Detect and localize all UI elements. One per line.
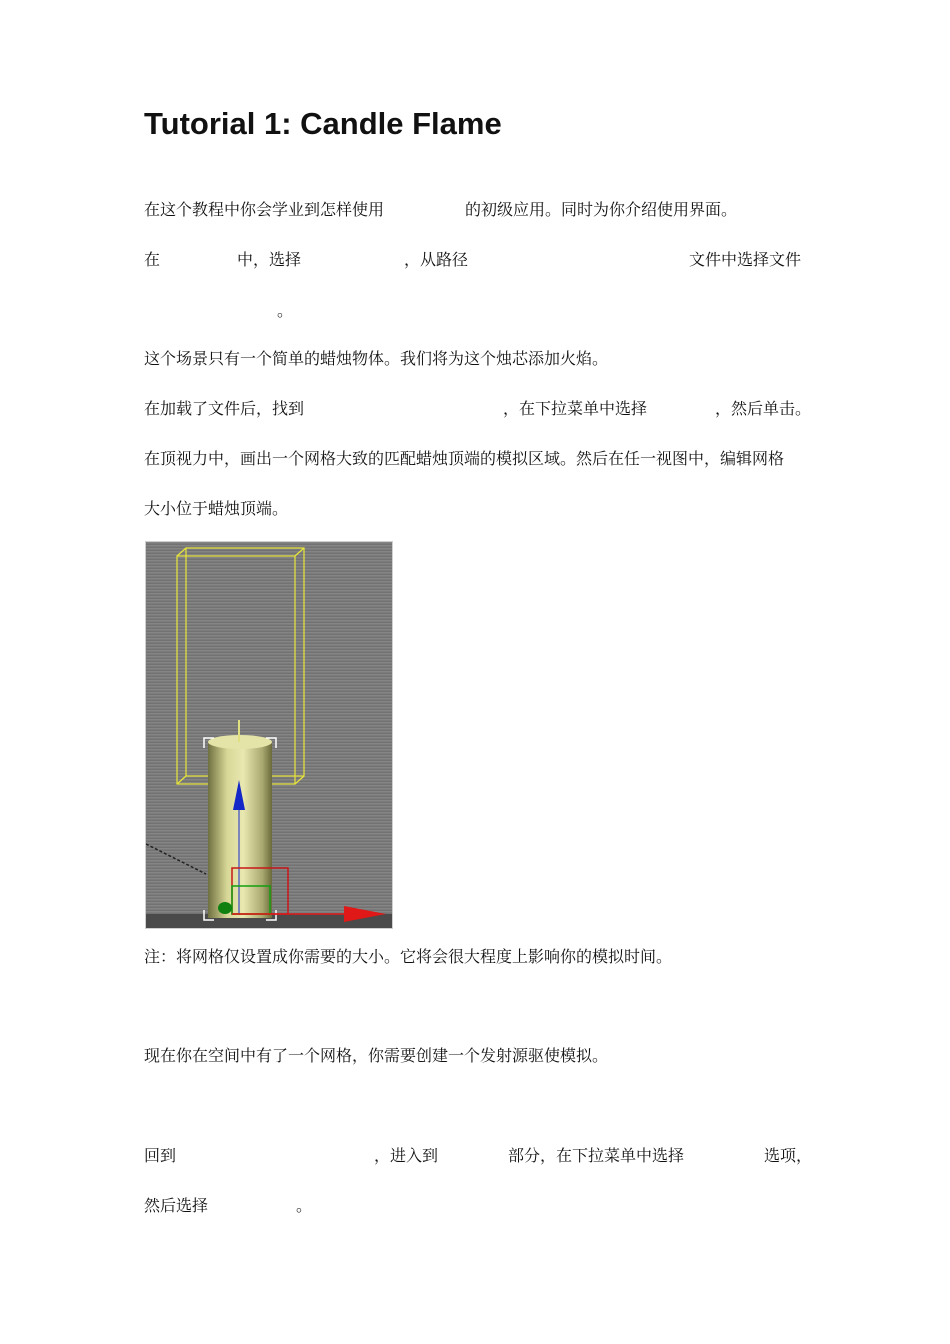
text-segment: 中，选择 xyxy=(237,250,302,269)
text-segment: ，进入到 xyxy=(374,1146,439,1165)
candle-grid-illustration xyxy=(146,542,392,928)
text-segment: 回到 xyxy=(144,1146,177,1165)
page-title: Tutorial 1: Candle Flame xyxy=(144,106,502,141)
text-segment: 大小位于蜡烛顶端。 xyxy=(144,499,289,518)
text-segment: ，然后单击。 xyxy=(715,399,812,418)
text-segment: 在 xyxy=(144,250,161,269)
viewport-screenshot xyxy=(145,541,393,929)
text-segment: 在顶视力中，画出一个网格大致的匹配蜡烛顶端的模拟区域。然后在任一视图中，编辑网格 xyxy=(144,449,785,468)
text-segment: 文件中选择文件 xyxy=(689,250,802,269)
text-segment: 选项， xyxy=(764,1146,813,1165)
text-segment: 在加载了文件后，找到 xyxy=(144,399,305,418)
candle-object xyxy=(208,720,272,918)
text-segment: 在这个教程中你会学业到怎样使用 xyxy=(144,200,385,219)
text-segment: 的初级应用。同时为你介绍使用界面。 xyxy=(465,200,738,219)
text-segment: ，在下拉菜单中选择 xyxy=(503,399,648,418)
text-segment: 部分，在下拉菜单中选择 xyxy=(508,1146,685,1165)
text-segment: 。 xyxy=(296,1196,313,1215)
text-segment: 然后选择 xyxy=(144,1196,209,1215)
text-segment: 现在你在空间中有了一个网格，你需要创建一个发射源驱使模拟。 xyxy=(144,1046,609,1065)
text-segment: 。 xyxy=(277,301,294,320)
text-segment: 注：将网格仅设置成你需要的大小。它将会很大程度上影响你的模拟时间。 xyxy=(144,947,673,966)
text-segment: ，从路径 xyxy=(404,250,469,269)
text-segment: 这个场景只有一个简单的蜡烛物体。我们将为这个烛芯添加火焰。 xyxy=(144,349,609,368)
